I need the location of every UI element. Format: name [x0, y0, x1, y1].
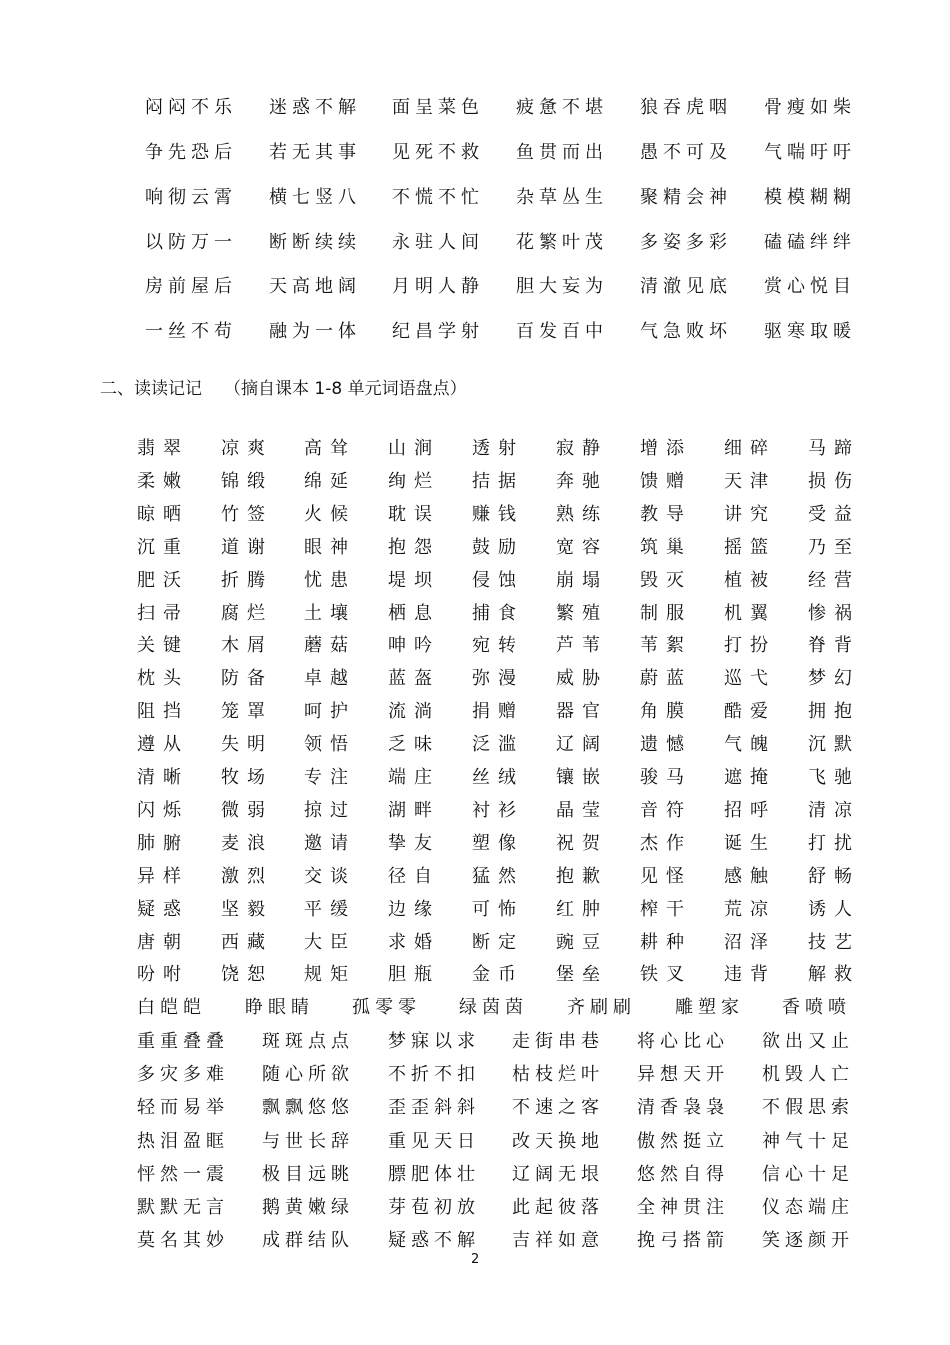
word-item: 透射	[472, 438, 524, 459]
word-item: 技艺	[808, 931, 860, 953]
idiom-item: 月明人静	[392, 276, 484, 297]
idiom-item: 不折不扣	[388, 1064, 480, 1086]
word-item: 丝绒	[472, 767, 524, 788]
three-char-word-row	[0, 993, 950, 1021]
word-item: 打扮	[724, 635, 776, 657]
word-item: 金币	[472, 964, 524, 986]
idiom-item: 欲出又止	[762, 1031, 854, 1052]
idiom-item: 默默无言	[137, 1197, 229, 1218]
idiom-row	[0, 1093, 950, 1121]
idiom-item: 胆大妄为	[516, 276, 608, 297]
word-item: 违背	[724, 964, 776, 986]
idiom-item: 歪歪斜斜	[388, 1097, 480, 1119]
idiom-item: 辽阔无垠	[512, 1163, 604, 1185]
word-item: 遮掩	[724, 767, 776, 788]
word-item: 木屑	[221, 635, 273, 657]
word-row	[0, 500, 950, 528]
word-row	[0, 533, 950, 561]
word-item: 沉重	[137, 536, 189, 558]
word-item: 解救	[808, 964, 860, 986]
word-item: 闪烁	[137, 799, 189, 821]
idiom-item: 争先恐后	[145, 142, 237, 163]
word-item: 山涧	[388, 438, 440, 459]
idiom-item: 面呈菜色	[392, 97, 484, 118]
three-char-item: 白皑皑	[137, 997, 206, 1018]
idiom-item: 怦然一震	[137, 1163, 229, 1185]
idiom-row	[0, 272, 950, 302]
word-item: 可怖	[472, 898, 524, 920]
idiom-row	[0, 138, 950, 168]
idiom-item: 重见天日	[388, 1130, 480, 1152]
word-item: 辽阔	[556, 734, 608, 756]
word-item: 塑像	[472, 832, 524, 854]
word-row	[0, 796, 950, 824]
idiom-item: 膘肥体壮	[388, 1163, 480, 1185]
idiom-item: 房前屋后	[145, 276, 237, 297]
word-item: 锦缎	[221, 470, 273, 492]
three-char-item: 睁眼睛	[245, 997, 314, 1018]
word-item: 牧场	[221, 767, 273, 788]
word-item: 异样	[137, 865, 189, 887]
word-item: 衬衫	[472, 799, 524, 821]
word-item: 遵从	[137, 734, 189, 756]
word-item: 遗憾	[640, 734, 692, 756]
word-item: 梦幻	[808, 668, 860, 690]
word-item: 耽误	[388, 503, 440, 525]
word-row	[0, 763, 950, 791]
word-item: 红肿	[556, 898, 608, 920]
word-item: 植被	[724, 569, 776, 591]
word-item: 卓越	[304, 668, 356, 690]
idiom-item: 热泪盈眶	[137, 1130, 229, 1152]
idiom-item: 此起彼落	[512, 1197, 604, 1218]
word-item: 堤坝	[388, 569, 440, 591]
word-item: 繁殖	[556, 602, 608, 624]
word-item: 榨干	[640, 898, 692, 920]
word-item: 火候	[304, 503, 356, 525]
idiom-row	[0, 183, 950, 213]
word-item: 呵护	[304, 701, 356, 723]
idiom-item: 梦寐以求	[388, 1031, 480, 1052]
word-item: 绵延	[304, 470, 356, 492]
word-item: 吩咐	[137, 964, 189, 986]
word-item: 铁叉	[640, 964, 692, 986]
word-item: 掠过	[304, 799, 356, 821]
word-item: 关键	[137, 635, 189, 657]
word-item: 拥抱	[808, 701, 860, 723]
word-item: 端庄	[388, 767, 440, 788]
word-item: 奔驰	[556, 470, 608, 492]
word-item: 诞生	[724, 832, 776, 854]
three-char-item: 齐刷刷	[567, 997, 636, 1018]
idiom-item: 挽弓搭箭	[637, 1230, 729, 1252]
word-item: 马蹄	[808, 438, 860, 459]
idiom-item: 机毁人亡	[762, 1064, 854, 1086]
idiom-item: 走街串巷	[512, 1031, 604, 1052]
idiom-row	[0, 93, 950, 123]
idiom-item: 多姿多彩	[640, 232, 732, 253]
word-item: 增添	[640, 438, 692, 459]
idiom-row	[0, 1160, 950, 1188]
word-item: 泛滥	[472, 734, 524, 756]
word-item: 讲究	[724, 503, 776, 525]
word-item: 交谈	[304, 865, 356, 887]
idiom-item: 赏心悦目	[764, 276, 856, 297]
word-item: 饶恕	[221, 964, 273, 986]
idiom-row	[0, 1127, 950, 1155]
word-item: 抱歉	[556, 865, 608, 887]
word-item: 崩塌	[556, 569, 608, 591]
word-item: 见怪	[640, 865, 692, 887]
idiom-item: 不速之客	[512, 1097, 604, 1119]
word-item: 杰作	[640, 832, 692, 854]
word-item: 沼泽	[724, 931, 776, 953]
idiom-item: 永驻人间	[392, 232, 484, 253]
word-item: 制服	[640, 602, 692, 624]
section-title: 二、读读记记	[100, 379, 202, 399]
word-item: 感触	[724, 865, 776, 887]
idiom-row	[0, 317, 950, 347]
word-item: 鼓励	[472, 536, 524, 558]
word-row	[0, 434, 950, 462]
word-item: 祝贺	[556, 832, 608, 854]
word-item: 机翼	[724, 602, 776, 624]
idiom-item: 清澈见底	[640, 276, 732, 297]
word-item: 弥漫	[472, 668, 524, 690]
word-item: 凉爽	[221, 438, 273, 459]
word-item: 荒凉	[724, 898, 776, 920]
idiom-item: 气急败坏	[640, 321, 732, 342]
idiom-item: 改天换地	[512, 1130, 604, 1152]
word-item: 芦苇	[556, 635, 608, 657]
idiom-item: 随心所欲	[262, 1064, 354, 1086]
word-item: 肺腑	[137, 832, 189, 854]
idiom-item: 成群结队	[262, 1230, 354, 1252]
word-item: 寂静	[556, 438, 608, 459]
word-item: 枕头	[137, 668, 189, 690]
word-item: 绚烂	[388, 470, 440, 492]
word-item: 抱怨	[388, 536, 440, 558]
idiom-item: 杂草丛生	[516, 187, 608, 208]
word-item: 胆瓶	[388, 964, 440, 986]
word-item: 细碎	[724, 438, 776, 459]
word-item: 大臣	[304, 931, 356, 953]
word-item: 脊背	[808, 635, 860, 657]
word-item: 邀请	[304, 832, 356, 854]
idiom-item: 聚精会神	[640, 187, 732, 208]
word-row	[0, 599, 950, 627]
idiom-item: 鹅黄嫩绿	[262, 1197, 354, 1218]
idiom-item: 芽苞初放	[388, 1197, 480, 1218]
word-item: 西藏	[221, 931, 273, 953]
word-item: 飞驰	[808, 767, 860, 788]
idiom-item: 莫名其妙	[137, 1230, 229, 1252]
word-item: 径自	[388, 865, 440, 887]
word-row	[0, 631, 950, 659]
idiom-item: 多灾多难	[137, 1064, 229, 1086]
page-number: 2	[471, 1252, 480, 1267]
word-item: 土壤	[304, 602, 356, 624]
word-item: 堡垒	[556, 964, 608, 986]
word-item: 平缓	[304, 898, 356, 920]
word-item: 流淌	[388, 701, 440, 723]
word-item: 苇絮	[640, 635, 692, 657]
word-item: 摇篮	[724, 536, 776, 558]
word-item: 招呼	[724, 799, 776, 821]
word-row	[0, 664, 950, 692]
word-item: 筑巢	[640, 536, 692, 558]
word-item: 挚友	[388, 832, 440, 854]
word-item: 道谢	[221, 536, 273, 558]
idiom-item: 骨瘦如柴	[764, 97, 856, 118]
word-item: 惨祸	[808, 602, 860, 624]
word-item: 角膜	[640, 701, 692, 723]
word-item: 断定	[472, 931, 524, 953]
word-item: 求婚	[388, 931, 440, 953]
word-item: 领悟	[304, 734, 356, 756]
word-item: 唐朝	[137, 931, 189, 953]
idiom-item: 与世长辞	[262, 1130, 354, 1152]
idiom-item: 驱寒取暖	[764, 321, 856, 342]
word-item: 豌豆	[556, 931, 608, 953]
word-item: 清晰	[137, 767, 189, 788]
idiom-row	[0, 1226, 950, 1254]
idiom-item: 天高地阔	[269, 276, 361, 297]
word-item: 高耸	[304, 438, 356, 459]
idiom-item: 横七竖八	[269, 187, 361, 208]
word-item: 沉默	[808, 734, 860, 756]
word-item: 边缘	[388, 898, 440, 920]
word-item: 骏马	[640, 767, 692, 788]
word-item: 气魄	[724, 734, 776, 756]
idiom-item: 将心比心	[637, 1031, 729, 1052]
word-row	[0, 960, 950, 988]
word-item: 呻吟	[388, 635, 440, 657]
word-item: 清凉	[808, 799, 860, 821]
idiom-item: 磕磕绊绊	[764, 232, 856, 253]
idiom-item: 模模糊糊	[764, 187, 856, 208]
word-item: 打扰	[808, 832, 860, 854]
word-item: 专注	[304, 767, 356, 788]
idiom-item: 笑逐颜开	[762, 1230, 854, 1252]
word-item: 晶莹	[556, 799, 608, 821]
word-item: 柔嫩	[137, 470, 189, 492]
idiom-item: 悠然自得	[637, 1163, 729, 1185]
idiom-item: 以防万一	[145, 232, 237, 253]
idiom-item: 傲然挺立	[637, 1130, 729, 1152]
section-heading	[100, 374, 467, 399]
word-row	[0, 467, 950, 495]
idiom-item: 迷惑不解	[269, 97, 361, 118]
idiom-item: 不假思索	[762, 1097, 854, 1119]
idiom-item: 重重叠叠	[137, 1031, 229, 1052]
idiom-item: 花繁叶茂	[516, 232, 608, 253]
idiom-item: 不慌不忙	[392, 187, 484, 208]
word-row	[0, 829, 950, 857]
idiom-item: 若无其事	[269, 142, 361, 163]
idiom-row	[0, 1060, 950, 1088]
word-item: 湖畔	[388, 799, 440, 821]
idiom-item: 百发百中	[516, 321, 608, 342]
word-item: 威胁	[556, 668, 608, 690]
idiom-item: 鱼贯而出	[516, 142, 608, 163]
word-item: 猛然	[472, 865, 524, 887]
idiom-item: 狼吞虎咽	[640, 97, 732, 118]
idiom-item: 闷闷不乐	[145, 97, 237, 118]
word-item: 肥沃	[137, 569, 189, 591]
word-item: 晾晒	[137, 503, 189, 525]
word-item: 巡弋	[724, 668, 776, 690]
word-row	[0, 730, 950, 758]
word-item: 失明	[221, 734, 273, 756]
word-item: 音符	[640, 799, 692, 821]
idiom-row	[0, 228, 950, 258]
idiom-item: 吉祥如意	[512, 1230, 604, 1252]
word-row	[0, 697, 950, 725]
idiom-row	[0, 1193, 950, 1221]
idiom-row	[0, 1027, 950, 1055]
idiom-item: 斑斑点点	[262, 1031, 354, 1052]
word-item: 毁灭	[640, 569, 692, 591]
word-item: 酷爱	[724, 701, 776, 723]
idiom-item: 信心十足	[762, 1163, 854, 1185]
word-item: 熟练	[556, 503, 608, 525]
idiom-item: 见死不救	[392, 142, 484, 163]
word-item: 栖息	[388, 602, 440, 624]
idiom-item: 愚不可及	[640, 142, 732, 163]
idiom-item: 气喘吁吁	[764, 142, 856, 163]
word-item: 器官	[556, 701, 608, 723]
word-item: 受益	[808, 503, 860, 525]
idiom-item: 极目远眺	[262, 1163, 354, 1185]
idiom-item: 疲惫不堪	[516, 97, 608, 118]
word-item: 侵蚀	[472, 569, 524, 591]
word-item: 宽容	[556, 536, 608, 558]
word-item: 诱人	[808, 898, 860, 920]
idiom-item: 断断续续	[269, 232, 361, 253]
word-item: 激烈	[221, 865, 273, 887]
word-item: 笼罩	[221, 701, 273, 723]
word-item: 麦浪	[221, 832, 273, 854]
three-char-item: 绿茵茵	[459, 997, 528, 1018]
word-item: 宛转	[472, 635, 524, 657]
idiom-item: 响彻云霄	[145, 187, 237, 208]
word-item: 乏味	[388, 734, 440, 756]
word-item: 经营	[808, 569, 860, 591]
word-item: 疑惑	[137, 898, 189, 920]
word-item: 扫帚	[137, 602, 189, 624]
word-row	[0, 928, 950, 956]
word-item: 忧患	[304, 569, 356, 591]
word-item: 捐赠	[472, 701, 524, 723]
word-item: 竹签	[221, 503, 273, 525]
word-row	[0, 895, 950, 923]
idiom-item: 纪昌学射	[392, 321, 484, 342]
word-item: 阻挡	[137, 701, 189, 723]
word-item: 舒畅	[808, 865, 860, 887]
idiom-item: 仪态端庄	[762, 1197, 854, 1218]
section-note: （摘自课本 1-8 单元词语盘点）	[224, 379, 467, 399]
word-item: 天津	[724, 470, 776, 492]
word-item: 损伤	[808, 470, 860, 492]
word-item: 规矩	[304, 964, 356, 986]
word-item: 蓝盔	[388, 668, 440, 690]
idiom-item: 神气十足	[762, 1130, 854, 1152]
word-item: 腐烂	[221, 602, 273, 624]
idiom-item: 一丝不苟	[145, 321, 237, 342]
word-item: 耕种	[640, 931, 692, 953]
word-item: 乃至	[808, 536, 860, 558]
idiom-item: 融为一体	[269, 321, 361, 342]
word-item: 馈赠	[640, 470, 692, 492]
idiom-item: 轻而易举	[137, 1097, 229, 1119]
word-item: 折腾	[221, 569, 273, 591]
word-item: 微弱	[221, 799, 273, 821]
idiom-item: 清香袅袅	[637, 1097, 729, 1119]
word-item: 教导	[640, 503, 692, 525]
word-item: 坚毅	[221, 898, 273, 920]
idiom-item: 飘飘悠悠	[262, 1097, 354, 1119]
idiom-item: 异想天开	[637, 1064, 729, 1086]
word-item: 镶嵌	[556, 767, 608, 788]
word-row	[0, 862, 950, 890]
word-item: 蘑菇	[304, 635, 356, 657]
word-item: 眼神	[304, 536, 356, 558]
word-item: 捕食	[472, 602, 524, 624]
idiom-item: 全神贯注	[637, 1197, 729, 1218]
three-char-item: 孤零零	[352, 997, 421, 1018]
word-item: 防备	[221, 668, 273, 690]
word-item: 蔚蓝	[640, 668, 692, 690]
three-char-item: 香喷喷	[782, 997, 851, 1018]
idiom-item: 疑惑不解	[388, 1230, 480, 1252]
three-char-item: 雕塑家	[675, 997, 744, 1018]
word-item: 拮据	[472, 470, 524, 492]
word-item: 翡翠	[137, 438, 189, 459]
word-row	[0, 566, 950, 594]
word-item: 赚钱	[472, 503, 524, 525]
idiom-item: 枯枝烂叶	[512, 1064, 604, 1086]
